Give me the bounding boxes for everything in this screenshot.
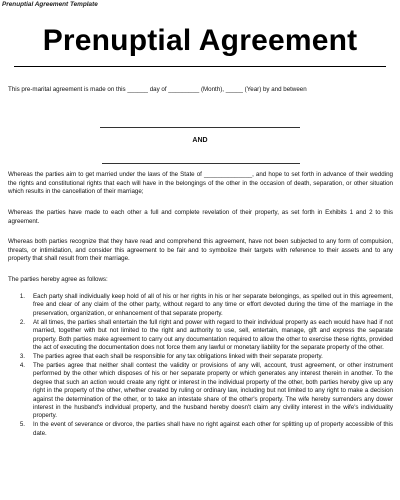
page-title: Prenuptial Agreement bbox=[42, 24, 358, 57]
party-two-signature-line bbox=[102, 163, 300, 164]
term-text: The parties agree that each shall be responsible for any tax obligations linked with their separate property. bbox=[33, 353, 323, 361]
whereas-paragraph-2: Whereas the parties have made to each other a full and complete revelation of their property, as set forth in Exhibits 1 and 2 to this agreement. bbox=[8, 209, 393, 225]
term-item bbox=[8, 362, 393, 421]
term-item bbox=[8, 353, 393, 361]
agree-intro: The parties hereby agree as follows: bbox=[8, 276, 108, 283]
and-label: AND bbox=[192, 137, 208, 144]
term-text: Each party shall individually keep hold of all of his or her rights in his or her separate belongings, as spelled out in this agreement, free and clear of any claim of the other party, without regard to any time or effort devoted during the time of the marriage in the preservation, organization, or enhancement of that separate property. bbox=[33, 293, 393, 317]
term-number: 3. bbox=[19, 353, 25, 361]
term-text: The parties agree that neither shall contest the validity or provisions of any will, account, trust agreement, or other instrument performed by the other which disposes of his or her separate property or which generates any interest therein in another. To the degree that such an action would create any right or interest in the individual property of the other, both parties hereby give up any right in the property of the other, whether created by ruling or ordinary law, including but not limited to any right to make a decision against the determination of the other, or to take an intestate share of the other's property. The wife hereby surrenders any dower interest in the husband's individual property, and the husband hereby doesn't claim any civility interest in the wife's individuality property. bbox=[33, 362, 393, 420]
terms-list bbox=[8, 293, 393, 438]
term-number: 2. bbox=[19, 318, 25, 326]
term-item bbox=[8, 319, 393, 353]
term-number: 5. bbox=[19, 421, 25, 429]
term-number: 1. bbox=[19, 293, 25, 300]
term-text: At all times, the parties shall entertain the full right and power with regard to their individual property as each would have had if not married, together with but not limited to the right and authority to use, sell, entertain, manage, gift and express the separate property. Both parties make agreement to carry out any documentation required to allow the other to exercise these rights, provided the act of executing the documentation does not force them any lawful or monetary liability for the separate property of the other. bbox=[33, 318, 393, 352]
term-number: 4. bbox=[19, 362, 25, 370]
term-item bbox=[8, 293, 393, 318]
whereas-paragraph-1: Whereas the parties aim to get married under the laws of the State of ______________, and hope to set forth in advance of their wedding the rights and constitutional rights that each will have in the belongings of the other in the occasion of death, separation, or other situation which results in the cancellation of their marriage; bbox=[8, 171, 393, 196]
template-label: Prenuptial Agreement Template bbox=[2, 1, 98, 8]
title-underline bbox=[14, 66, 386, 67]
whereas-paragraph-3: Whereas both parties recognize that they have read and comprehend this agreement, have not been subjected to any form of compulsion, threats, or intimidation, and consider this agreement to be fair and to symbolize their targets with reference to their assets and to any property that shall result from their marriage. bbox=[8, 238, 393, 263]
party-one-signature-line bbox=[100, 127, 300, 128]
term-item bbox=[8, 421, 393, 438]
term-text: In the event of severance or divorce, the parties shall have no right against each other for splitting up of property accessible of this date. bbox=[33, 421, 393, 437]
intro-paragraph: This pre-marital agreement is made on this ______ day of _________ (Month), _____ (Year) by and between bbox=[8, 86, 307, 93]
